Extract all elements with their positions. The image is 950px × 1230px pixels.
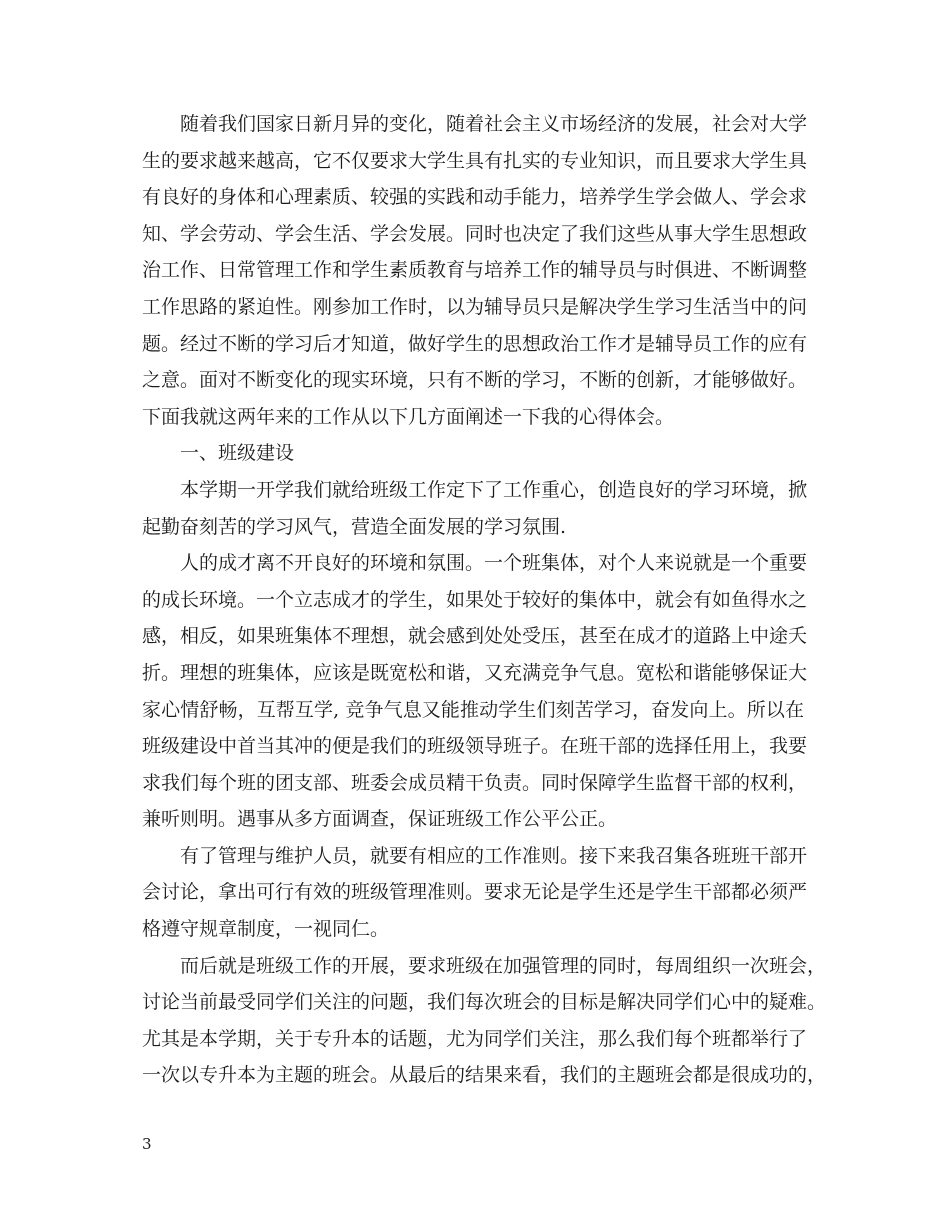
text-line: 折。理想的班集体，应该是既宽松和谐，又充满竞争气息。宽松和谐能够保证大 <box>142 661 808 684</box>
text-line: 人的成才离不开良好的环境和氛围。一个班集体，对个人来说就是一个重要 <box>180 552 808 575</box>
text-line: 格遵守规章制度，一视同仁。 <box>142 918 390 941</box>
text-line: 题。经过不断的学习后才知道，做好学生的思想政治工作才是辅导员工作的应有 <box>142 332 808 355</box>
text-line: 讨论当前最受同学们关注的问题，我们每次班会的目标是解决同学们心中的疑难。 <box>142 991 827 1014</box>
text-line: 一次以专升本为主题的班会。从最后的结果来看，我们的主题班会都是很成功的， <box>142 1064 827 1087</box>
text-line: 有良好的身体和心理素质、较强的实践和动手能力，培养学生学会做人、学会求 <box>142 186 808 209</box>
text-line: 起勤奋刻苦的学习风气，营造全面发展的学习氛围. <box>142 515 567 538</box>
text-line: 而后就是班级工作的开展，要求班级在加强管理的同时，每周组织一次班会， <box>180 954 827 977</box>
paragraph-work-rules <box>142 838 808 948</box>
text-line: 家心情舒畅，互帮互学, 竞争气息又能推动学生们刻苦学习，奋发向上。所以在 <box>142 698 804 721</box>
text-line: 之意。面对不断变化的现实环境，只有不断的学习，不断的创新，才能够做好。 <box>142 369 808 392</box>
text-line: 有了管理与维护人员，就要有相应的工作准则。接下来我召集各班班干部开 <box>180 844 808 867</box>
text-line: 求我们每个班的团支部、班委会成员精干负责。同时保障学生监督干部的权利， <box>142 771 808 794</box>
text-line: 本学期一开学我们就给班级工作定下了工作重心，创造良好的学习环境，掀 <box>180 478 808 501</box>
text-line: 治工作、日常管理工作和学生素质教育与培养工作的辅导员与时俱进、不断调整 <box>142 259 808 282</box>
text-line: 知、学会劳动、学会生活、学会发展。同时也决定了我们这些从事大学生思想政 <box>142 222 808 245</box>
text-line: 工作思路的紧迫性。刚参加工作时，以为辅导员只是解决学生学习生活当中的问 <box>142 295 808 318</box>
text-line: 随着我们国家日新月异的变化，随着社会主义市场经济的发展，社会对大学 <box>180 113 808 135</box>
text-line: 尤其是本学期，关于专升本的话题，尤为同学们关注，那么我们每个班都举行了 <box>142 1027 808 1050</box>
text-line: 的成长环境。一个立志成才的学生，如果处于较好的集体中，就会有如鱼得水之 <box>142 588 808 611</box>
heading-class-building: 一、班级建设 <box>180 442 295 465</box>
text-line: 下面我就这两年来的工作从以下几方面阐述一下我的心得体会。 <box>142 405 675 428</box>
text-line: 感，相反，如果班集体不理想，就会感到处处受压，甚至在成才的道路上中途夭 <box>142 625 808 648</box>
paragraph-semester-goals <box>142 472 808 545</box>
paragraph-class-environment <box>142 545 808 838</box>
document-body <box>142 106 827 1094</box>
text-line: 班级建设中首当其冲的便是我们的班级领导班子。在班干部的选择任用上，我要 <box>142 735 808 758</box>
text-line: 兼听则明。遇事从多方面调查，保证班级工作公平公正。 <box>142 808 618 831</box>
text-line: 生的要求越来越高，它不仅要求大学生具有扎实的专业知识，而且要求大学生具 <box>142 149 808 172</box>
section-heading <box>142 435 804 472</box>
page-number: 3 <box>142 1135 152 1153</box>
paragraph-intro <box>142 106 808 435</box>
text-line: 会讨论，拿出可行有效的班级管理准则。要求无论是学生还是学生干部都必须严 <box>142 881 808 904</box>
paragraph-class-meetings <box>142 948 827 1094</box>
